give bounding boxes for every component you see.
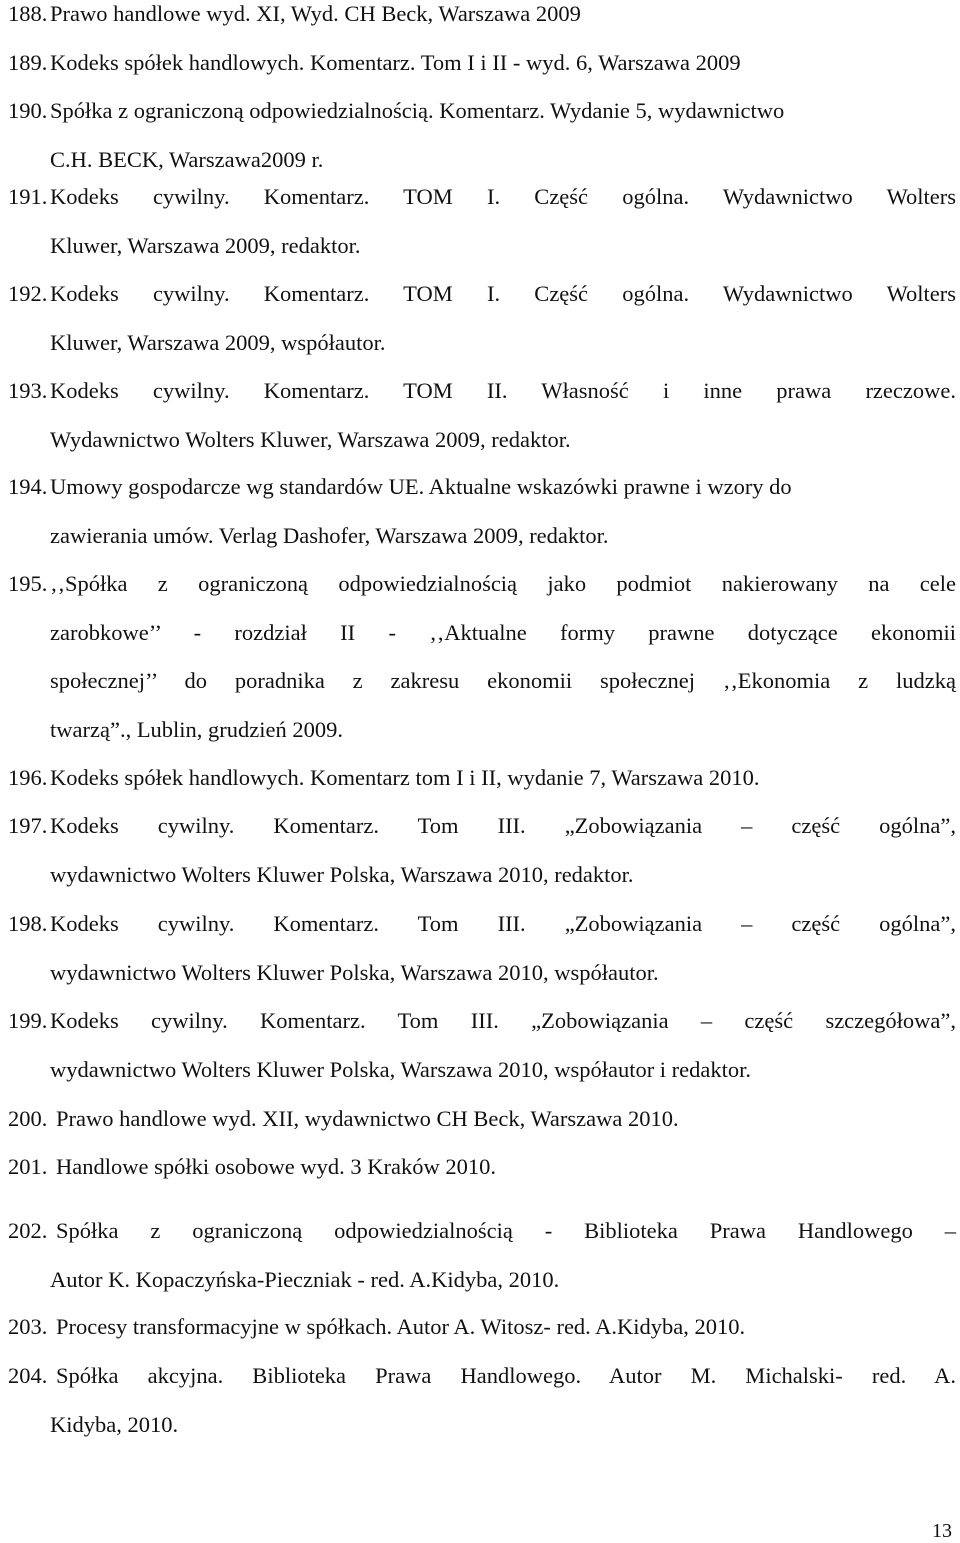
reference-text-line: zarobkowe’’ - rozdział II - ‚‚Aktualne formy prawne dotyczące ekonomii	[50, 619, 956, 645]
reference-item	[8, 87, 956, 184]
reference-item	[8, 1303, 956, 1352]
reference-number: 200.	[8, 1106, 48, 1131]
reference-text-line: Autor K. Kopaczyńska-Pieczniak - red. A.Kidyba, 2010.	[50, 1266, 560, 1292]
reference-text-line: Prawo handlowe wyd. XI, Wyd. CH Beck, Warszawa 2009	[50, 1, 581, 26]
reference-number: 188.	[8, 1, 48, 26]
reference-text-line: Spółka akcyjna. Biblioteka Prawa Handlowego. Autor M. Michalski- red. A.	[56, 1363, 956, 1388]
reference-item	[8, 560, 956, 754]
reference-text-line: Umowy gospodarcze wg standardów UE. Aktualne wskazówki prawne i wzory do	[50, 474, 792, 499]
reference-number: 190.	[8, 98, 48, 123]
reference-text-line: Kodeks cywilny. Komentarz. TOM I. Część ogólna. Wydawnictwo Wolters	[50, 281, 956, 306]
reference-item	[8, 367, 956, 464]
reference-text-line: Kodeks cywilny. Komentarz. TOM I. Część ogólna. Wydawnictwo Wolters	[50, 184, 956, 209]
reference-text-line: Kidyba, 2010.	[50, 1411, 179, 1437]
reference-text-line: Spółka z ograniczoną odpowiedzialnością. Komentarz. Wydanie 5, wydawnictwo	[50, 98, 785, 123]
reference-item	[8, 270, 956, 367]
reference-number: 201.	[8, 1154, 48, 1179]
reference-item	[8, 802, 956, 899]
reference-item	[8, 1095, 956, 1144]
reference-text-line: Kodeks cywilny. Komentarz. Tom III. „Zobowiązania – część ogólna”,	[50, 813, 956, 838]
reference-text-line: Procesy transformacyjne w spółkach. Autor A. Witosz- red. A.Kidyba, 2010.	[56, 1314, 746, 1339]
reference-text-line: wydawnictwo Wolters Kluwer Polska, Warszawa 2010, współautor.	[50, 959, 659, 985]
reference-text-line: zawierania umów. Verlag Dashofer, Warszawa 2009, redaktor.	[50, 522, 609, 548]
reference-number: 195.	[8, 571, 48, 596]
reference-item	[8, 0, 956, 39]
reference-number: 204.	[8, 1363, 48, 1388]
reference-item	[8, 1143, 956, 1192]
reference-text-line: Handlowe spółki osobowe wyd. 3 Kraków 2010.	[56, 1154, 496, 1179]
reference-number: 192.	[8, 281, 48, 306]
reference-number: 194.	[8, 474, 48, 499]
reference-text-line: Kodeks spółek handlowych. Komentarz tom I i II, wydanie 7, Warszawa 2010.	[50, 765, 760, 790]
reference-number: 189.	[8, 50, 48, 75]
reference-text-line: Kluwer, Warszawa 2009, redaktor.	[50, 232, 361, 258]
reference-item	[8, 173, 956, 270]
reference-text-line: C.H. BECK, Warszawa2009 r.	[50, 146, 324, 172]
reference-number: 193.	[8, 378, 48, 403]
reference-item	[8, 997, 956, 1094]
reference-text-line: Spółka z ograniczoną odpowiedzialnością - Biblioteka Prawa Handlowego –	[56, 1218, 956, 1243]
reference-text-line: Kodeks spółek handlowych. Komentarz. Tom I i II - wyd. 6, Warszawa 2009	[50, 50, 741, 75]
reference-number: 191.	[8, 184, 48, 209]
reference-text-line: Kodeks cywilny. Komentarz. TOM II. Własność i inne prawa rzeczowe.	[50, 378, 956, 403]
reference-item	[8, 1207, 956, 1304]
reference-number: 197.	[8, 813, 48, 838]
reference-item	[8, 754, 956, 803]
reference-item	[8, 39, 956, 88]
reference-number: 202.	[8, 1218, 48, 1243]
page-number: 13	[932, 1520, 952, 1542]
reference-item	[8, 463, 956, 560]
reference-number: 196.	[8, 765, 48, 790]
reference-text-line: ‚‚Spółka z ograniczoną odpowiedzialnością jako podmiot nakierowany na cele	[50, 571, 956, 596]
reference-text-line: Wydawnictwo Wolters Kluwer, Warszawa 2009, redaktor.	[50, 426, 571, 452]
reference-text-line: Kodeks cywilny. Komentarz. Tom III. „Zobowiązania – część szczegółowa”,	[50, 1008, 956, 1033]
reference-text-line: Kluwer, Warszawa 2009, współautor.	[50, 329, 386, 355]
reference-text-line: społecznej’’ do poradnika z zakresu ekonomii społecznej ‚‚Ekonomia z ludzką	[50, 668, 956, 693]
reference-number: 203.	[8, 1314, 48, 1339]
reference-item	[8, 900, 956, 997]
reference-number: 198.	[8, 911, 48, 936]
reference-text-line: Prawo handlowe wyd. XII, wydawnictwo CH Beck, Warszawa 2010.	[56, 1106, 679, 1131]
reference-number: 199.	[8, 1008, 48, 1033]
reference-text-line: wydawnictwo Wolters Kluwer Polska, Warszawa 2010, redaktor.	[50, 861, 634, 887]
reference-item	[8, 1352, 956, 1449]
reference-text-line: Kodeks cywilny. Komentarz. Tom III. „Zobowiązania – część ogólna”,	[50, 911, 956, 936]
reference-text-line: wydawnictwo Wolters Kluwer Polska, Warszawa 2010, współautor i redaktor.	[50, 1056, 752, 1082]
reference-text-line: twarzą”., Lublin, grudzień 2009.	[50, 716, 344, 742]
